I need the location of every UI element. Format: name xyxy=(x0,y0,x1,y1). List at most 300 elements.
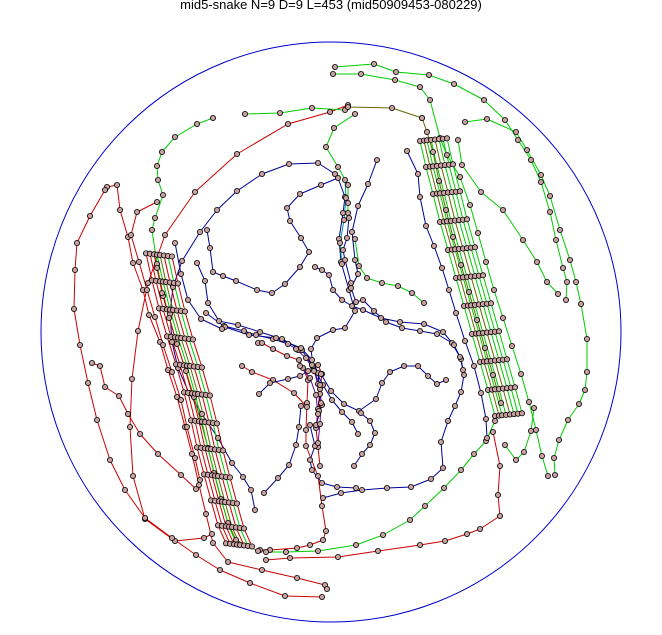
snake-node xyxy=(434,381,439,386)
snake-node xyxy=(234,501,239,506)
snake-node xyxy=(248,487,253,492)
snake-node xyxy=(555,291,560,296)
snake-node xyxy=(484,116,489,121)
snake-node xyxy=(214,207,219,212)
snake-node xyxy=(556,437,561,442)
snake-node xyxy=(500,207,505,212)
snake-node xyxy=(334,484,339,489)
snake-node xyxy=(192,455,197,460)
snake-node xyxy=(455,137,460,142)
snake-node xyxy=(464,217,469,222)
snake-node xyxy=(397,319,402,324)
snake-node xyxy=(309,105,314,110)
snake-node xyxy=(345,104,350,109)
snake-node xyxy=(172,240,177,245)
snake-node xyxy=(317,382,322,387)
snake-node xyxy=(298,403,303,408)
snake-node xyxy=(430,149,435,154)
diagram-title: mid5-snake N=9 D=9 L=453 (mid50909453-080229) xyxy=(180,0,482,12)
snake-node xyxy=(471,451,476,456)
snake-node xyxy=(434,331,439,336)
snake-node xyxy=(478,390,483,395)
snake-node xyxy=(178,472,183,477)
snake-node xyxy=(197,477,202,482)
snake-node xyxy=(152,314,157,319)
snake-node xyxy=(233,278,238,283)
snake-node xyxy=(125,411,130,416)
snake-node xyxy=(142,515,147,520)
snake-node xyxy=(160,342,165,347)
snake-node xyxy=(359,451,364,456)
snake-node xyxy=(146,312,151,317)
snake-node xyxy=(210,540,215,545)
snake-node xyxy=(202,278,207,283)
snake-node xyxy=(490,372,495,377)
snake-node xyxy=(408,484,413,489)
snake-node xyxy=(319,267,324,272)
snake-node xyxy=(538,172,543,177)
snake-node xyxy=(538,179,543,184)
snake-node xyxy=(298,235,303,240)
snake-node xyxy=(576,401,581,406)
red-path-2 xyxy=(107,185,327,589)
snake-node xyxy=(513,457,518,462)
blue-path-11 xyxy=(312,365,446,411)
snake-node xyxy=(134,209,139,214)
snake-node xyxy=(453,310,458,315)
snake-node xyxy=(324,586,329,591)
snake-node xyxy=(102,384,107,389)
snake-node xyxy=(457,189,462,194)
snake-node xyxy=(481,97,486,102)
snake-node xyxy=(154,163,159,168)
snake-node xyxy=(331,125,336,130)
snake-node xyxy=(343,195,348,200)
snake-node xyxy=(291,390,296,395)
olive-path-3 xyxy=(348,107,422,118)
snake-node xyxy=(137,431,142,436)
snake-node xyxy=(497,463,502,468)
snake-node xyxy=(246,332,251,337)
snake-node xyxy=(472,245,477,250)
snake-node xyxy=(478,189,483,194)
snake-node xyxy=(524,147,529,152)
snake-node xyxy=(404,148,409,153)
snake-node xyxy=(160,192,165,197)
snake-node xyxy=(440,329,445,334)
snake-node xyxy=(172,134,177,139)
snake-node xyxy=(267,380,272,385)
snake-node xyxy=(261,490,266,495)
snake-node xyxy=(303,443,308,448)
snake-node xyxy=(353,485,358,490)
snake-node xyxy=(422,503,427,508)
snake-node xyxy=(252,507,257,512)
snake-node xyxy=(114,182,119,187)
snake-node xyxy=(320,495,325,500)
blue-path-14 xyxy=(264,406,301,493)
snake-node xyxy=(169,339,174,344)
snake-node xyxy=(207,393,212,398)
snake-node xyxy=(395,283,400,288)
snake-node xyxy=(452,403,457,408)
snake-node xyxy=(259,567,264,572)
snake-node xyxy=(348,280,353,285)
snake-node xyxy=(483,259,488,264)
snake-node xyxy=(227,475,232,480)
snake-node xyxy=(315,411,320,416)
snake-node xyxy=(441,485,446,490)
snake-node xyxy=(439,265,444,270)
snake-node xyxy=(204,227,209,232)
snake-node xyxy=(254,287,259,292)
snake-node xyxy=(461,372,466,377)
snake-node xyxy=(484,435,489,440)
snake-node xyxy=(553,237,558,242)
snake-node xyxy=(466,289,471,294)
snake-node xyxy=(462,119,467,124)
snake-node xyxy=(178,397,183,402)
snake-node xyxy=(253,332,258,337)
snake-node xyxy=(154,199,159,204)
snake-node xyxy=(409,290,414,295)
snake-node xyxy=(450,162,455,167)
snake-node xyxy=(130,473,135,478)
snake-node xyxy=(332,64,337,69)
snake-node xyxy=(353,299,358,304)
snake-node xyxy=(319,503,324,508)
snake-node xyxy=(234,151,239,156)
snake-node xyxy=(305,368,310,373)
snake-node xyxy=(183,368,188,373)
snake-node xyxy=(315,160,320,165)
snake-node xyxy=(584,369,589,374)
snake-node xyxy=(515,137,520,142)
snake-node xyxy=(216,318,221,323)
snake-node xyxy=(365,181,370,186)
snake-node xyxy=(442,538,447,543)
snake-node xyxy=(287,555,292,560)
snake-node xyxy=(421,321,426,326)
snake-node xyxy=(293,346,298,351)
snake-node xyxy=(241,526,246,531)
snake-node xyxy=(315,362,320,367)
snake-node xyxy=(209,531,214,536)
snake-node xyxy=(220,448,225,453)
snake-node xyxy=(194,260,199,265)
snake-node xyxy=(547,193,552,198)
snake-node xyxy=(339,409,344,414)
snake-node xyxy=(229,460,234,465)
snake-node xyxy=(444,136,449,141)
snake-node xyxy=(85,380,90,385)
snake-node xyxy=(247,580,252,585)
snake-node xyxy=(275,475,280,480)
snake-node xyxy=(475,230,480,235)
snake-node xyxy=(500,315,505,320)
snake-node xyxy=(419,115,424,120)
snake-node xyxy=(217,567,222,572)
snake-node xyxy=(255,548,260,553)
snake-node xyxy=(116,393,121,398)
snake-node xyxy=(502,442,507,447)
snake-node xyxy=(360,297,365,302)
snake-node xyxy=(492,418,497,423)
snake-node xyxy=(372,430,377,435)
snake-node xyxy=(159,290,164,295)
snake-node xyxy=(371,61,376,66)
snake-node xyxy=(471,363,476,368)
snake-node xyxy=(335,164,340,169)
snake-node xyxy=(491,287,496,292)
snake-node xyxy=(342,325,347,330)
snake-node xyxy=(520,237,525,242)
snake-node xyxy=(457,174,462,179)
snake-node xyxy=(273,335,278,340)
snake-node xyxy=(545,473,550,478)
snake-node xyxy=(360,307,365,312)
snake-node xyxy=(162,232,167,237)
snake-node xyxy=(415,171,420,176)
snake-node xyxy=(428,476,433,481)
snake-node xyxy=(297,191,302,196)
snake-node xyxy=(399,325,404,330)
snake-node xyxy=(467,202,472,207)
snake-node xyxy=(249,369,254,374)
snake-node xyxy=(282,593,287,598)
snake-node xyxy=(304,404,309,409)
snake-node xyxy=(341,217,346,222)
snake-node xyxy=(286,462,291,467)
snake-node xyxy=(323,528,328,533)
snake-node xyxy=(303,355,308,360)
snake-node xyxy=(317,421,322,426)
snake-node xyxy=(311,368,316,373)
snake-node xyxy=(102,187,107,192)
snake-node xyxy=(521,449,526,454)
snake-node xyxy=(135,328,140,333)
snake-node xyxy=(315,440,320,445)
snake-node xyxy=(269,290,274,295)
snake-node xyxy=(436,178,441,183)
snake-node xyxy=(190,337,195,342)
snake-node xyxy=(526,399,531,404)
snake-node xyxy=(431,243,436,248)
snake-node xyxy=(330,71,335,76)
snake-node xyxy=(389,105,394,110)
snake-node xyxy=(352,308,357,313)
snake-node xyxy=(426,72,431,77)
snake-node xyxy=(309,467,314,472)
snake-node xyxy=(349,229,354,234)
snake-node xyxy=(551,455,556,460)
snake-node xyxy=(424,129,429,134)
snake-node xyxy=(380,532,385,537)
snake-node xyxy=(584,336,589,341)
snake-node xyxy=(235,322,240,327)
snake-node xyxy=(440,465,445,470)
snake-node xyxy=(367,442,372,447)
snake-node xyxy=(401,363,406,368)
snake-node xyxy=(263,549,268,554)
snake-node xyxy=(557,227,562,232)
snake-node xyxy=(373,396,378,401)
snake-node xyxy=(417,194,422,199)
snake-node xyxy=(307,542,312,547)
snake-node xyxy=(294,575,299,580)
snake-node xyxy=(87,213,92,218)
snake-node xyxy=(320,537,325,542)
snake-node xyxy=(359,487,364,492)
snake-node xyxy=(149,227,154,232)
snake-node xyxy=(352,257,357,262)
snake-node xyxy=(122,487,127,492)
snake-node xyxy=(319,594,324,599)
snake-node xyxy=(438,439,443,444)
snake-node xyxy=(283,549,288,554)
snake-node xyxy=(533,427,538,432)
snake-node xyxy=(239,363,244,368)
snake-node xyxy=(457,354,462,359)
snake-node xyxy=(519,411,524,416)
snake-node xyxy=(512,385,517,390)
snake-node xyxy=(297,264,302,269)
snake-node xyxy=(371,308,376,313)
snake-node xyxy=(450,234,455,239)
snake-node xyxy=(582,387,587,392)
snake-node xyxy=(71,306,76,311)
snake-node xyxy=(451,81,456,86)
snake-node xyxy=(182,309,187,314)
snake-node xyxy=(375,548,380,553)
snake-node xyxy=(308,346,313,351)
snake-node xyxy=(459,162,464,167)
snake-node xyxy=(344,235,349,240)
snake-node xyxy=(443,377,448,382)
snake-node xyxy=(330,327,335,332)
snake-node xyxy=(285,121,290,126)
snake-node xyxy=(203,310,208,315)
snake-node xyxy=(210,269,215,274)
snake-node xyxy=(335,175,340,180)
snake-node xyxy=(241,328,246,333)
snake-node xyxy=(159,149,164,154)
snake-node xyxy=(560,265,565,270)
snake-node xyxy=(166,315,171,320)
snake-node xyxy=(219,326,224,331)
snake-node xyxy=(97,363,102,368)
snake-node xyxy=(297,373,302,378)
snake-node xyxy=(234,188,239,193)
snake-node xyxy=(193,552,198,557)
snake-node xyxy=(326,272,331,277)
snake-node xyxy=(374,157,379,162)
snake-node xyxy=(383,319,388,324)
snake-node xyxy=(210,115,215,120)
snake-node xyxy=(205,300,210,305)
snake-node xyxy=(351,463,356,468)
snake-node xyxy=(277,110,282,115)
snake-node xyxy=(445,418,450,423)
snake-node xyxy=(256,391,261,396)
snake-node xyxy=(201,535,206,540)
snake-node xyxy=(259,171,264,176)
snake-node xyxy=(284,205,289,210)
snake-node xyxy=(152,215,157,220)
snake-node xyxy=(270,346,275,351)
snake-node xyxy=(312,264,317,269)
snake-node xyxy=(215,435,220,440)
snake-node xyxy=(259,340,264,345)
snake-node xyxy=(203,511,208,516)
snake-node xyxy=(358,410,363,415)
snake-node xyxy=(427,97,432,102)
snake-node xyxy=(528,428,533,433)
snake-node xyxy=(214,421,219,426)
snake-node xyxy=(315,548,320,553)
blue-path-8 xyxy=(315,267,463,370)
snake-node xyxy=(474,317,479,322)
snake-node xyxy=(353,542,358,547)
snake-node xyxy=(513,129,518,134)
snake-node xyxy=(480,273,485,278)
green-path-9 xyxy=(266,421,495,552)
snake-node xyxy=(199,411,204,416)
snake-node xyxy=(423,223,428,228)
snake-node xyxy=(197,229,202,234)
snake-node xyxy=(495,492,500,497)
snake-node xyxy=(193,486,198,491)
snake-node xyxy=(77,342,82,347)
snake-node xyxy=(378,315,383,320)
snake-node xyxy=(335,554,340,559)
snake-node xyxy=(563,297,568,302)
snake-node xyxy=(169,254,174,259)
snake-node xyxy=(318,182,323,187)
nodes-layer xyxy=(71,61,589,599)
snake-node xyxy=(393,69,398,74)
snake-node xyxy=(531,405,536,410)
snake-node xyxy=(502,117,507,122)
snake-node xyxy=(185,297,190,302)
snake-node xyxy=(297,363,302,368)
snake-node xyxy=(564,279,569,284)
snake-node xyxy=(417,84,422,89)
snake-node xyxy=(509,343,514,348)
snake-node xyxy=(425,373,430,378)
snake-node xyxy=(379,380,384,385)
snake-node xyxy=(552,472,557,477)
snake-node xyxy=(339,261,344,266)
snake-node xyxy=(518,371,523,376)
snake-node xyxy=(117,207,122,212)
snake-node xyxy=(174,341,179,346)
snake-node xyxy=(294,545,299,550)
snake-node xyxy=(296,424,301,429)
snake-node xyxy=(282,281,287,286)
snake-node xyxy=(309,362,314,367)
snake-node xyxy=(341,401,346,406)
snake-node xyxy=(352,236,357,241)
snake-node xyxy=(72,267,77,272)
snake-node xyxy=(355,271,360,276)
snake-node xyxy=(284,353,289,358)
snake-node xyxy=(367,418,372,423)
snake-node xyxy=(355,431,360,436)
snake-node xyxy=(340,210,345,215)
snake-node xyxy=(178,271,183,276)
snake-node xyxy=(194,121,199,126)
